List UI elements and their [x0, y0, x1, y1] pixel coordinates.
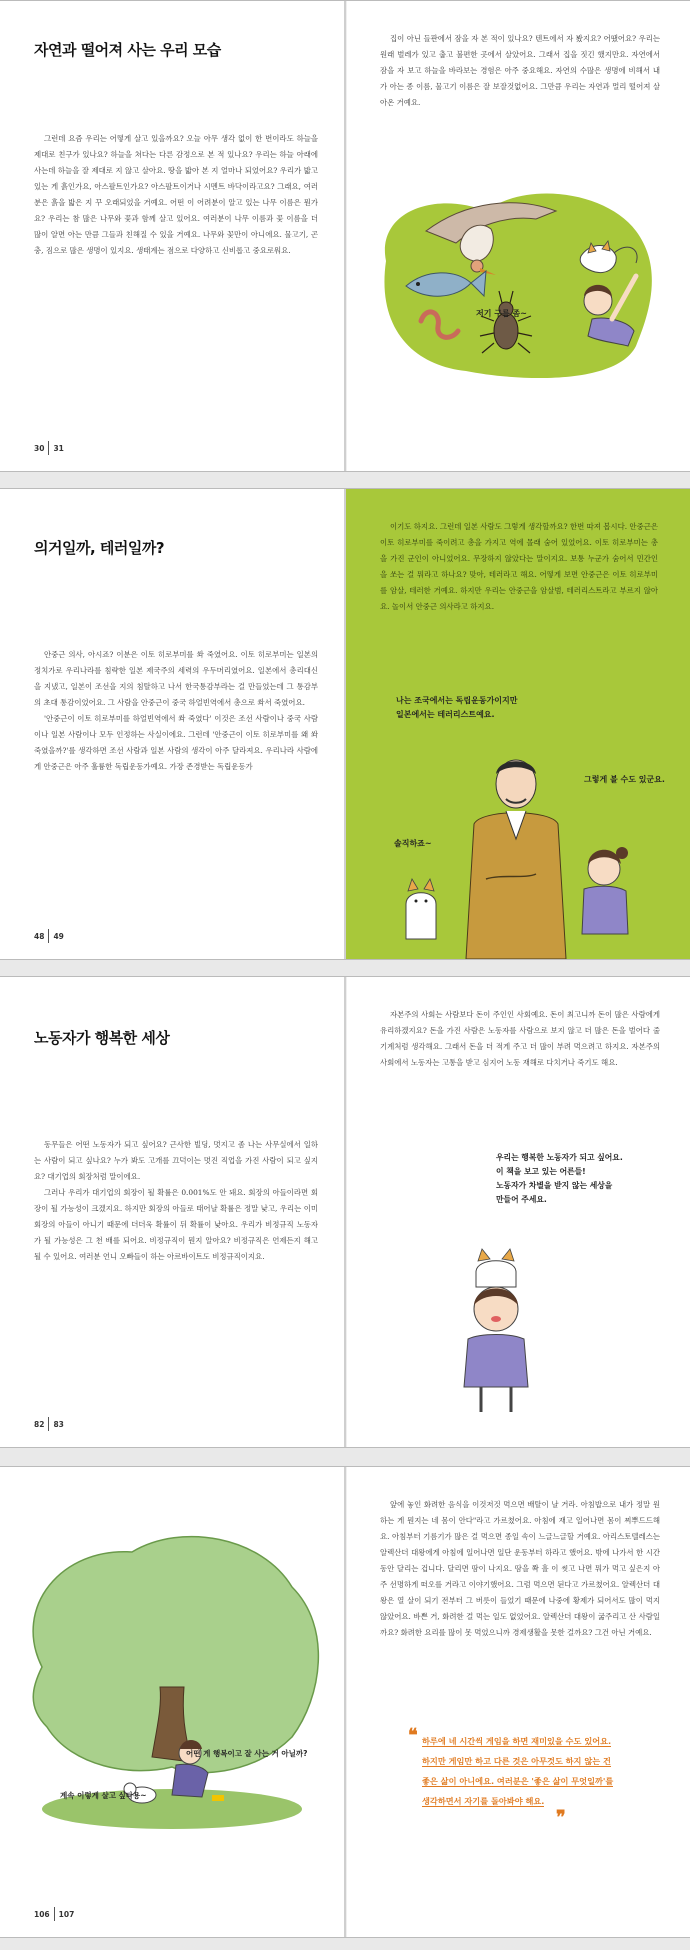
- bubble-line: 노동자가 차별을 받지 않는 세상을: [496, 1181, 613, 1190]
- paragraph: 집이 아닌 들판에서 잠을 자 본 적이 있나요? 텐트에서 자 봤지요? 어땠어요? 우리는 원래 벌레가 있고 춥고 불편한 곳에서 살았어요. 그래서 집을 짓긴 했지만요. 자연에서 잠을 자 보고 하늘을 바라보는 경험은 아주 중요해요. 자연의 수많은 생명에 비해서 내가 아는 종 이름, 물고기 이름은 잘 보잘것없어요. 그만큼 우리는 자연과 멀리 떨어져 살아온 거예요.: [380, 34, 660, 107]
- body-text: [380, 1007, 660, 1071]
- man-illustration: [466, 760, 566, 959]
- page-number: [34, 929, 64, 943]
- paragraph: '안중근이 이토 히로부미를 하얼빈역에서 쏴 죽였다' 이것은 조선 사람이나 중국 사람이나 일본 사람이나 모두 인정하는 사실이에요. 그런데 '안중근이 이토 히로부미를 왜 쏴 죽였을까?'를 생각하면 조선 사람과 일본 사람의 생각이 아주 달라져요. 우리나라 사람에게 안중근은 아주 훌륭한 독립운동가예요. 가장 존경받는 독립운동가: [34, 714, 318, 771]
- page-number: [34, 441, 64, 455]
- ahn-junggeun-illustration: [366, 729, 666, 959]
- page-83: [346, 977, 690, 1447]
- spread-48-49: [0, 488, 690, 960]
- body-text: [380, 519, 658, 615]
- bubble-line: 이 책을 보고 있는 어른들!: [496, 1167, 586, 1176]
- cat-illustration: [476, 1249, 516, 1287]
- open-quote-icon: ❝: [408, 1725, 418, 1746]
- paragraph: 그러나 우리가 대기업의 회장이 될 확률은 0.001%도 안 돼요. 회장의 아들이라면 회장이 될 가능성이 크겠지요. 하지만 회장의 아들로 태어날 확률은 정말 낮고, 우리는 이미 회장의 아들이 아니기 때문에 더더욱 확률이 뒤 확률이 낮아요. 우리가 비정규직 노동자가 될 가능성은 그 천 배를 되어요. 비정규직이 뭔지 알아요? 비정규직은 언제든지 해고될 수 있어요. 여러분 언니 오빠들이 하는 아르바이트도 비정규직이지요.: [34, 1188, 318, 1261]
- cat-bubble: 솔직하죠~: [394, 839, 432, 848]
- page-number-left: 106: [34, 1910, 50, 1919]
- body-text: [380, 31, 660, 111]
- paragraph: 앞에 놓인 화려한 음식을 이것저것 먹으면 배탈이 날 거라. 아침밥으로 내가 정말 원하는 게 뭔지는 네 몸이 안다"라고 가르쳤어요. 아침에 재고 일어나면 몸이 찌뿌드드해요. 아침부터 기름기가 많은 걸 먹으면 종일 속이 느글느글할 거예요. 아리스토텔레스는 알렉산더 대왕에게 아침에 일어나면 일단 운동부터 하라고 했어요. 밖에 나가서 한 시간 동안 달리는 겁니다. 달리면 땀이 나지요. 땀을 쫙 흘 이 씻고 나면 뭐가 먹고 싶은지 아주 선명하게 떠오를 거라고 이야기했어요. 그럼 먹으면 된다고 가르쳤어요. 알렉산더 대왕은 열 살이 되기 전부터 그 버릇이 들었기 때문에 나중에 황제가 되어서도 많이 먹지 않았어요. 바쁜 거, 화려한 걸 먹는 일도 없었어요. 알렉산더 대왕이 굶주리고 산 사람일까요? 화려한 요리를 많이 못 먹었으니까 경제생활을 못한 걸까요? 그건 아닌 거예요.: [380, 1500, 660, 1637]
- page-number: [34, 1417, 64, 1431]
- page-30: [0, 1, 344, 471]
- page-49: [346, 489, 690, 959]
- pull-quote: [422, 1731, 652, 1811]
- page-107: [346, 1467, 690, 1937]
- body-text: [380, 1497, 660, 1641]
- nature-illustration: [366, 171, 666, 401]
- body-text: [34, 647, 318, 775]
- quote-line: 좋은 삶이 아니에요. 여러분은 '좋은 삶이 무엇일까'를: [422, 1776, 614, 1786]
- chapter-title: 자연과 떨어져 사는 우리 모습: [34, 41, 221, 59]
- body-text: [34, 1137, 318, 1265]
- paragraph: 자본주의 사회는 사람보다 돈이 주인인 사회예요. 돈이 최고니까 돈이 많은 사람에게 유리하겠지요? 돈을 가진 사람은 노동자를 사람으로 보지 않고 더 많은 돈을 벌어다 줄 기계처럼 생각해요. 그래서 돈을 더 적게 주고 더 많이 부려 먹으려고 하지요. 자본주의 사회에서 노동자는 고통을 받고 심지어 노동 재해로 다치거나 죽기도 해요.: [380, 1010, 660, 1067]
- paragraph: 그런데 요즘 우리는 어떻게 살고 있을까요? 오늘 아무 생각 없이 한 번이라도 하늘을 제대로 친구가 있나요? 하늘을 쳐다는 다른 감정으로 본 적 있나요? 우리는 하늘 아래에 사는데 하늘을 잘 제대로 지 않고 살아요. 땅을 밟아 본 지 얼마나 되었어요? 우리가 밟고 있는 게 흙인가요, 아스팔트인가요? 아스팔트이거나 시멘트 바닥이라고요? 그래요, 여러분은 흙을 밟은 지 꾸 오래되었을 거예요. 어떤 이 어려분이 알고 있는 나무 이름은 뭔가요? 우리는 참 많은 나무와 꽃과 함께 살고 있어요. 여러분이 나무 이름과 꽃 이름을 더 많이 알면 아는 만큼 그들과 친해질 수 있을 거예요. 나무와 꽃만이 아니에요. 물고기, 곤충, 짐으로 많은 생명이 있지요. 생태계는 점으로 다양하고 신비롭고 중요로워요.: [34, 134, 318, 255]
- spread-30-31: [0, 0, 690, 472]
- page-number-left: 48: [34, 932, 45, 941]
- speech-bubble: [496, 1151, 623, 1207]
- close-quote-icon: ❞: [556, 1807, 566, 1828]
- spread-82-83: [0, 976, 690, 1448]
- girl-with-cat-illustration: [436, 1247, 556, 1417]
- paragraph: 동무들은 어떤 노동자가 되고 싶어요? 근사한 빌딩, 멋지고 좀 나는 사무실에서 일하는 사람이 되고 싶나요? 누가 봐도 고개를 끄덕이는 멋진 직업을 가진 사람이 되고 싶지요? 대기업의 회장처럼 말이에요.: [34, 1140, 318, 1181]
- paragraph: 이기도 하지요. 그런데 일본 사람도 그렇게 생각할까요? 한번 따져 봅시다. 안중근은 이토 히로부미를 죽이려고 총을 가지고 역에 몰래 숨어 있었어요. 이토 히로부미는 총을 가진 군인이 아니었어요. 무장하지 않았다는 말이지요. 보통 누군가 숨어서 민간인을 쏘는 걸 뭐라고 하나요? 맞아, 테러라고 해요. 어떻게 보면 안중근은 이토 히로부미를 암살, 테러한 거예요. 하지만 우리는 안중근을 암살범, 테러리스트라고 부르지 않아요. 놀이서 안중근 의사라고 하지요.: [380, 522, 658, 611]
- page-number-left: 30: [34, 444, 45, 453]
- chapter-title: 노동자가 행복한 세상: [34, 1029, 170, 1047]
- page-106: [0, 1467, 344, 1937]
- speech-bubble: 어떤 게 행복이고 잘 사는 거 아닐까?: [186, 1749, 308, 1758]
- caption-line: 일본에서는 테러리스트예요.: [396, 710, 495, 719]
- speech-bubble: 계속 이렇게 살고 싶다용~: [60, 1791, 147, 1800]
- caption-bubble: [396, 694, 518, 722]
- quote-line: 하루에 네 시간씩 게임을 하면 재미있을 수도 있어요.: [422, 1736, 612, 1746]
- bubble-line: 우리는 행복한 노동자가 되고 싶어요.: [496, 1153, 623, 1162]
- spread-106-107: [0, 1466, 690, 1938]
- page-number-left: 82: [34, 1420, 45, 1429]
- quote-line: 하지만 게임만 하고 다른 것은 아무것도 하지 않는 건: [422, 1756, 611, 1766]
- page-82: [0, 977, 344, 1447]
- chapter-title: 의거일까, 테러일까?: [34, 539, 165, 557]
- quote-line: 생각하면서 자기를 돌아봐야 해요.: [422, 1796, 545, 1806]
- body-text: [34, 131, 318, 259]
- caption-line: 나는 조국에서는 독립운동가이지만: [396, 696, 518, 705]
- page-number-right: 107: [58, 1910, 75, 1919]
- girl-illustration: [582, 847, 628, 934]
- page-number: [34, 1907, 74, 1921]
- page-number-right: 31: [53, 444, 64, 453]
- page-number-right: 83: [53, 1420, 64, 1429]
- child-bubble: 그렇게 볼 수도 있군요.: [584, 775, 665, 784]
- page-48: [0, 489, 344, 959]
- cat-illustration: [406, 879, 436, 939]
- girl-illustration: [464, 1287, 528, 1412]
- bubble-line: 만들어 주세요.: [496, 1195, 547, 1204]
- page-number-right: 49: [53, 932, 64, 941]
- speech-bubble: 저기 구름 좀~: [476, 309, 527, 318]
- paragraph: 안중근 의사, 아시죠? 이분은 이토 히로부미를 쏴 죽였어요. 이토 히로부미는 일본의 정치가로 우리나라를 침략한 일본 제국주의 세력의 우두머리였어요. 일본에서 총리대신을 지냈고, 일본이 조선을 지의 침탈하고 나서 한국통감부라는 걸 만들었는데 그 통감부의 초대 통감이었어요. 그 사람을 안중근이 중국 하얼빈역에서 총으로 쏴서 죽였어요.: [34, 650, 318, 707]
- page-31: [346, 1, 690, 471]
